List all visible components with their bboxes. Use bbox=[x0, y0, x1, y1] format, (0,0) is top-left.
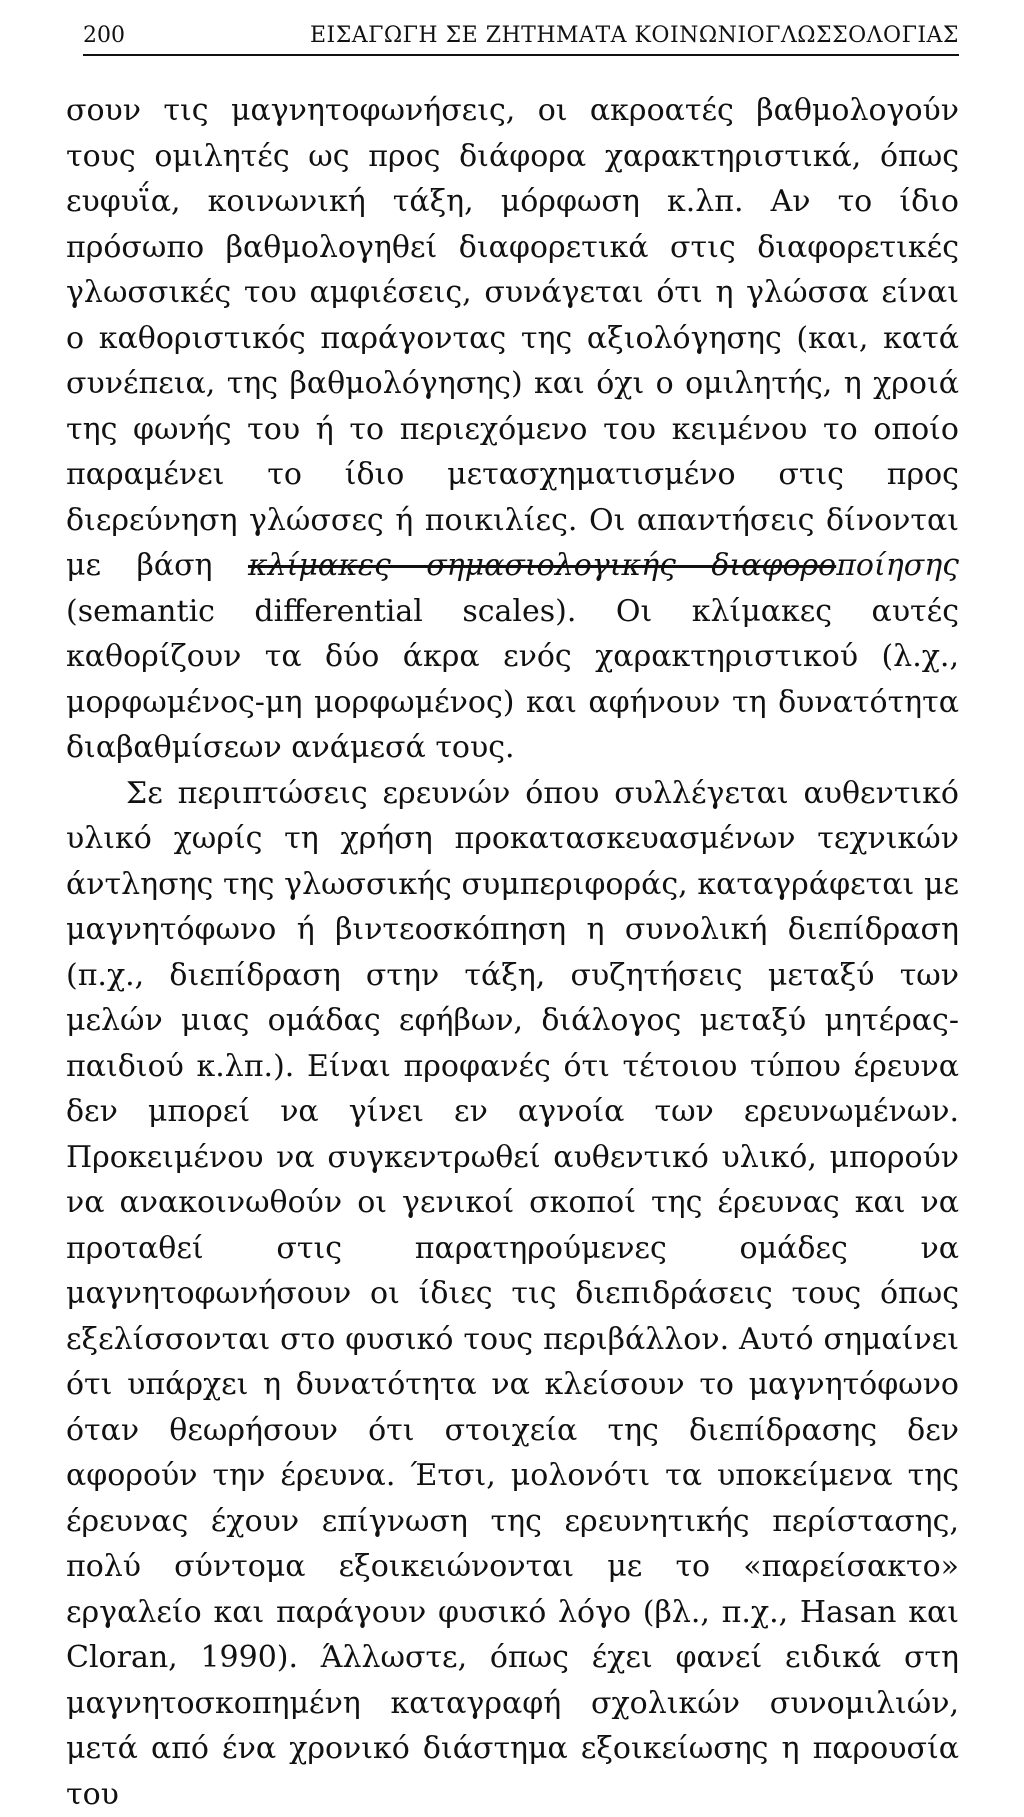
paragraph-2: Σε περιπτώσεις ερευνών όπου συλλέγεται αυθεντικό υλικό χωρίς τη χρήση προκατασκευασμένων τεχνικών άντλησης της γλωσσικής συμπεριφοράς, καταγράφεται με μαγνητόφωνο ή βιντεοσκόπηση η συνολική διεπίδραση (π.χ., διεπίδραση στην τάξη, συζητήσεις μεταξύ των μελών μιας ομάδας εφήβων, διάλογος μεταξύ μητέρας-παιδιού κ.λπ.). Είναι προφανές ότι τέτοιου τύπου έρευνα δεν μπορεί να γίνει εν αγνοία των ερευνωμένων. Προκειμένου να συγκεντρωθεί αυθεντικό υλικό, μπορούν να ανακοινωθούν οι γενικοί σκοποί της έρευνας και να προταθεί στις παρατηρούμενες ομάδες να μαγνητοφωνήσουν οι ίδιες τις διεπιδράσεις τους όπως εξελίσσονται στο φυσικό τους περιβάλλον. Αυτό σημαίνει ότι υπάρχει η δυνατότητα να κλείσουν το μαγνητόφωνο όταν θεωρήσουν ότι στοιχεία της διεπίδρασης δεν αφορούν την έρευνα. Έτσι, μολονότι τα υποκείμενα της έρευνας έχουν επίγνωση της ερευνητικής περίστασης, πολύ σύντομα εξοικειώνονται με το «παρείσακτο» εργαλείο και παράγουν φυσικό λόγο (βλ., π.χ., Hasan και Cloran, 1990). Άλλωστε, όπως έχει φανεί ειδικά στη μαγνητοσκοπημένη καταγραφή σχολικών συνομιλιών, μετά από ένα χρονικό διάστημα εξοικείωσης η παρουσία του bbox=[66, 771, 959, 1817]
paragraph-1 bbox=[66, 88, 959, 771]
page-number: 200 bbox=[83, 23, 125, 48]
italic-term: ποίησης bbox=[836, 548, 959, 583]
body-text bbox=[66, 88, 959, 1817]
struck-term: κλίμακες σημασιολογικής διαφορο bbox=[248, 548, 836, 583]
running-title: ΕΙΣΑΓΩΓΗ ΣΕ ΖΗΤΗΜΑΤΑ ΚΟΙΝΩΝΙΟΓΛΩΣΣΟΛΟΓΙΑΣ bbox=[310, 23, 959, 48]
paragraph-1-text-a: σουν τις μαγνητοφωνήσεις, οι ακροατές βαθμολογούν τους ομιλητές ως προς διάφορα χαρακτηριστικά, όπως ευφυΐα, κοινωνική τάξη, μόρφωση κ.λπ. Αν το ίδιο πρόσωπο βαθμολογηθεί διαφορετικά στις διαφορετικές γλωσσικές του αμφιέσεις, συνάγεται ότι η γλώσσα είναι ο καθοριστικός παράγοντας της αξιολόγησης (και, κατά συνέπεια, της βαθμολόγησης) και όχι ο ομιλητής, η χροιά της φωνής του ή το περιεχόμενο του κειμένου το οποίο παραμένει το ίδιο μετασχηματισμένο στις προς διερεύνηση γλώσσες ή ποικιλίες. Οι απαντήσεις δίνονται με βάση bbox=[66, 93, 959, 583]
paragraph-1-text-b: (semantic differential scales). Οι κλίμακες αυτές καθορίζουν τα δύο άκρα ενός χαρακτηριστικού (λ.χ., μορφωμένος-μη μορφωμένος) και αφήνουν τη δυνατότητα διαβαθμίσεων ανάμεσά τους. bbox=[66, 594, 959, 766]
running-header bbox=[83, 16, 959, 56]
